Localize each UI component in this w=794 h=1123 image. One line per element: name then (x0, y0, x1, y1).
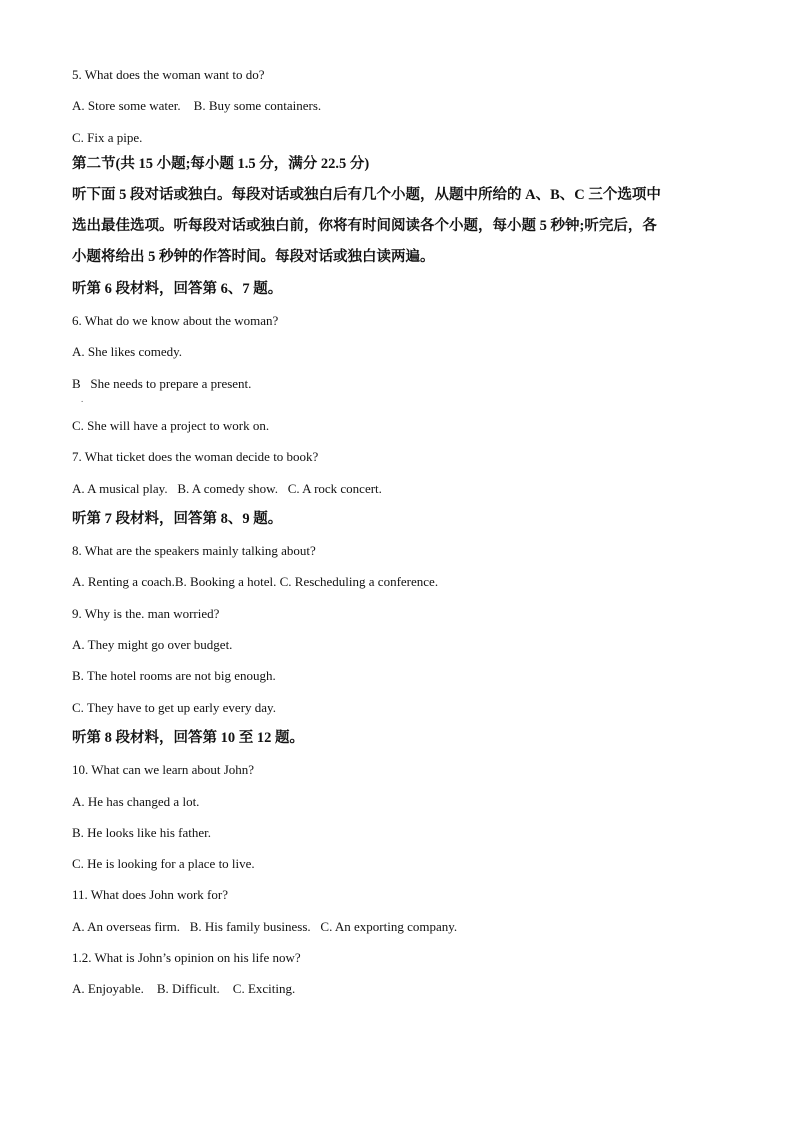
stray-dot: . (81, 393, 84, 404)
question-10-option-a: A. He has changed a lot. (72, 793, 200, 809)
instructions-line-1: 听下面 5 段对话或独白。每段对话或独白后有几个小题，从题中所给的 A、B、C 三个选项中 (72, 186, 661, 203)
question-5-options-ab: A. Store some water. B. Buy some containers. (72, 98, 322, 114)
question-11-options: A. An overseas firm. B. His family business. C. An exporting company. (72, 918, 458, 934)
question-10-option-b: B. He looks like his father. (72, 824, 212, 840)
question-12-options: A. Enjoyable. B. Difficult. C. Exciting. (72, 981, 296, 997)
question-8-options: A. Renting a coach.B. Booking a hotel. C. Rescheduling a conference. (72, 574, 439, 590)
material-8-heading: 听第 8 段材料，回答第 10 至 12 题。 (72, 729, 304, 746)
question-7: 7. What ticket does the woman decide to book? (72, 449, 319, 465)
question-6-option-a: A. She likes comedy. (72, 344, 182, 360)
question-6: 6. What do we know about the woman? (72, 313, 279, 329)
question-9-option-a: A. They might go over budget. (72, 637, 233, 653)
question-12: 1.2. What is John’s opinion on his life now? (72, 950, 301, 966)
instructions-line-2: 选出最佳选项。听每段对话或独白前，你将有时间阅读各个小题，每小题 5 秒钟;听完后，各 (72, 218, 657, 235)
instructions-line-3: 小题将给出 5 秒钟的作答时间。每段对话或独白读两遍。 (72, 249, 435, 266)
question-9: 9. Why is the. man worried? (72, 605, 220, 621)
question-5-option-c: C. Fix a pipe. (72, 129, 143, 145)
document-page (72, 64, 732, 1010)
section-title: 第二节(共 15 小题;每小题 1.5 分，满分 22.5 分) (72, 155, 370, 172)
question-9-option-c: C. They have to get up early every day. (72, 699, 276, 715)
question-10-option-c: C. He is looking for a place to live. (72, 856, 255, 872)
material-6-heading: 听第 6 段材料，回答第 6、7 题。 (72, 280, 283, 297)
question-10: 10. What can we learn about John? (72, 762, 255, 778)
question-6-option-b: B She needs to prepare a present. (72, 375, 252, 391)
question-9-option-b: B. The hotel rooms are not big enough. (72, 668, 276, 684)
question-8: 8. What are the speakers mainly talking about? (72, 543, 316, 559)
question-6-option-c: C. She will have a project to work on. (72, 417, 270, 433)
question-5: 5. What does the woman want to do? (72, 67, 265, 82)
material-7-heading: 听第 7 段材料，回答第 8、9 题。 (72, 510, 283, 527)
spacer (72, 404, 732, 415)
question-11: 11. What does John work for? (72, 887, 228, 903)
question-7-options: A. A musical play. B. A comedy show. C. A rock concert. (72, 480, 382, 496)
